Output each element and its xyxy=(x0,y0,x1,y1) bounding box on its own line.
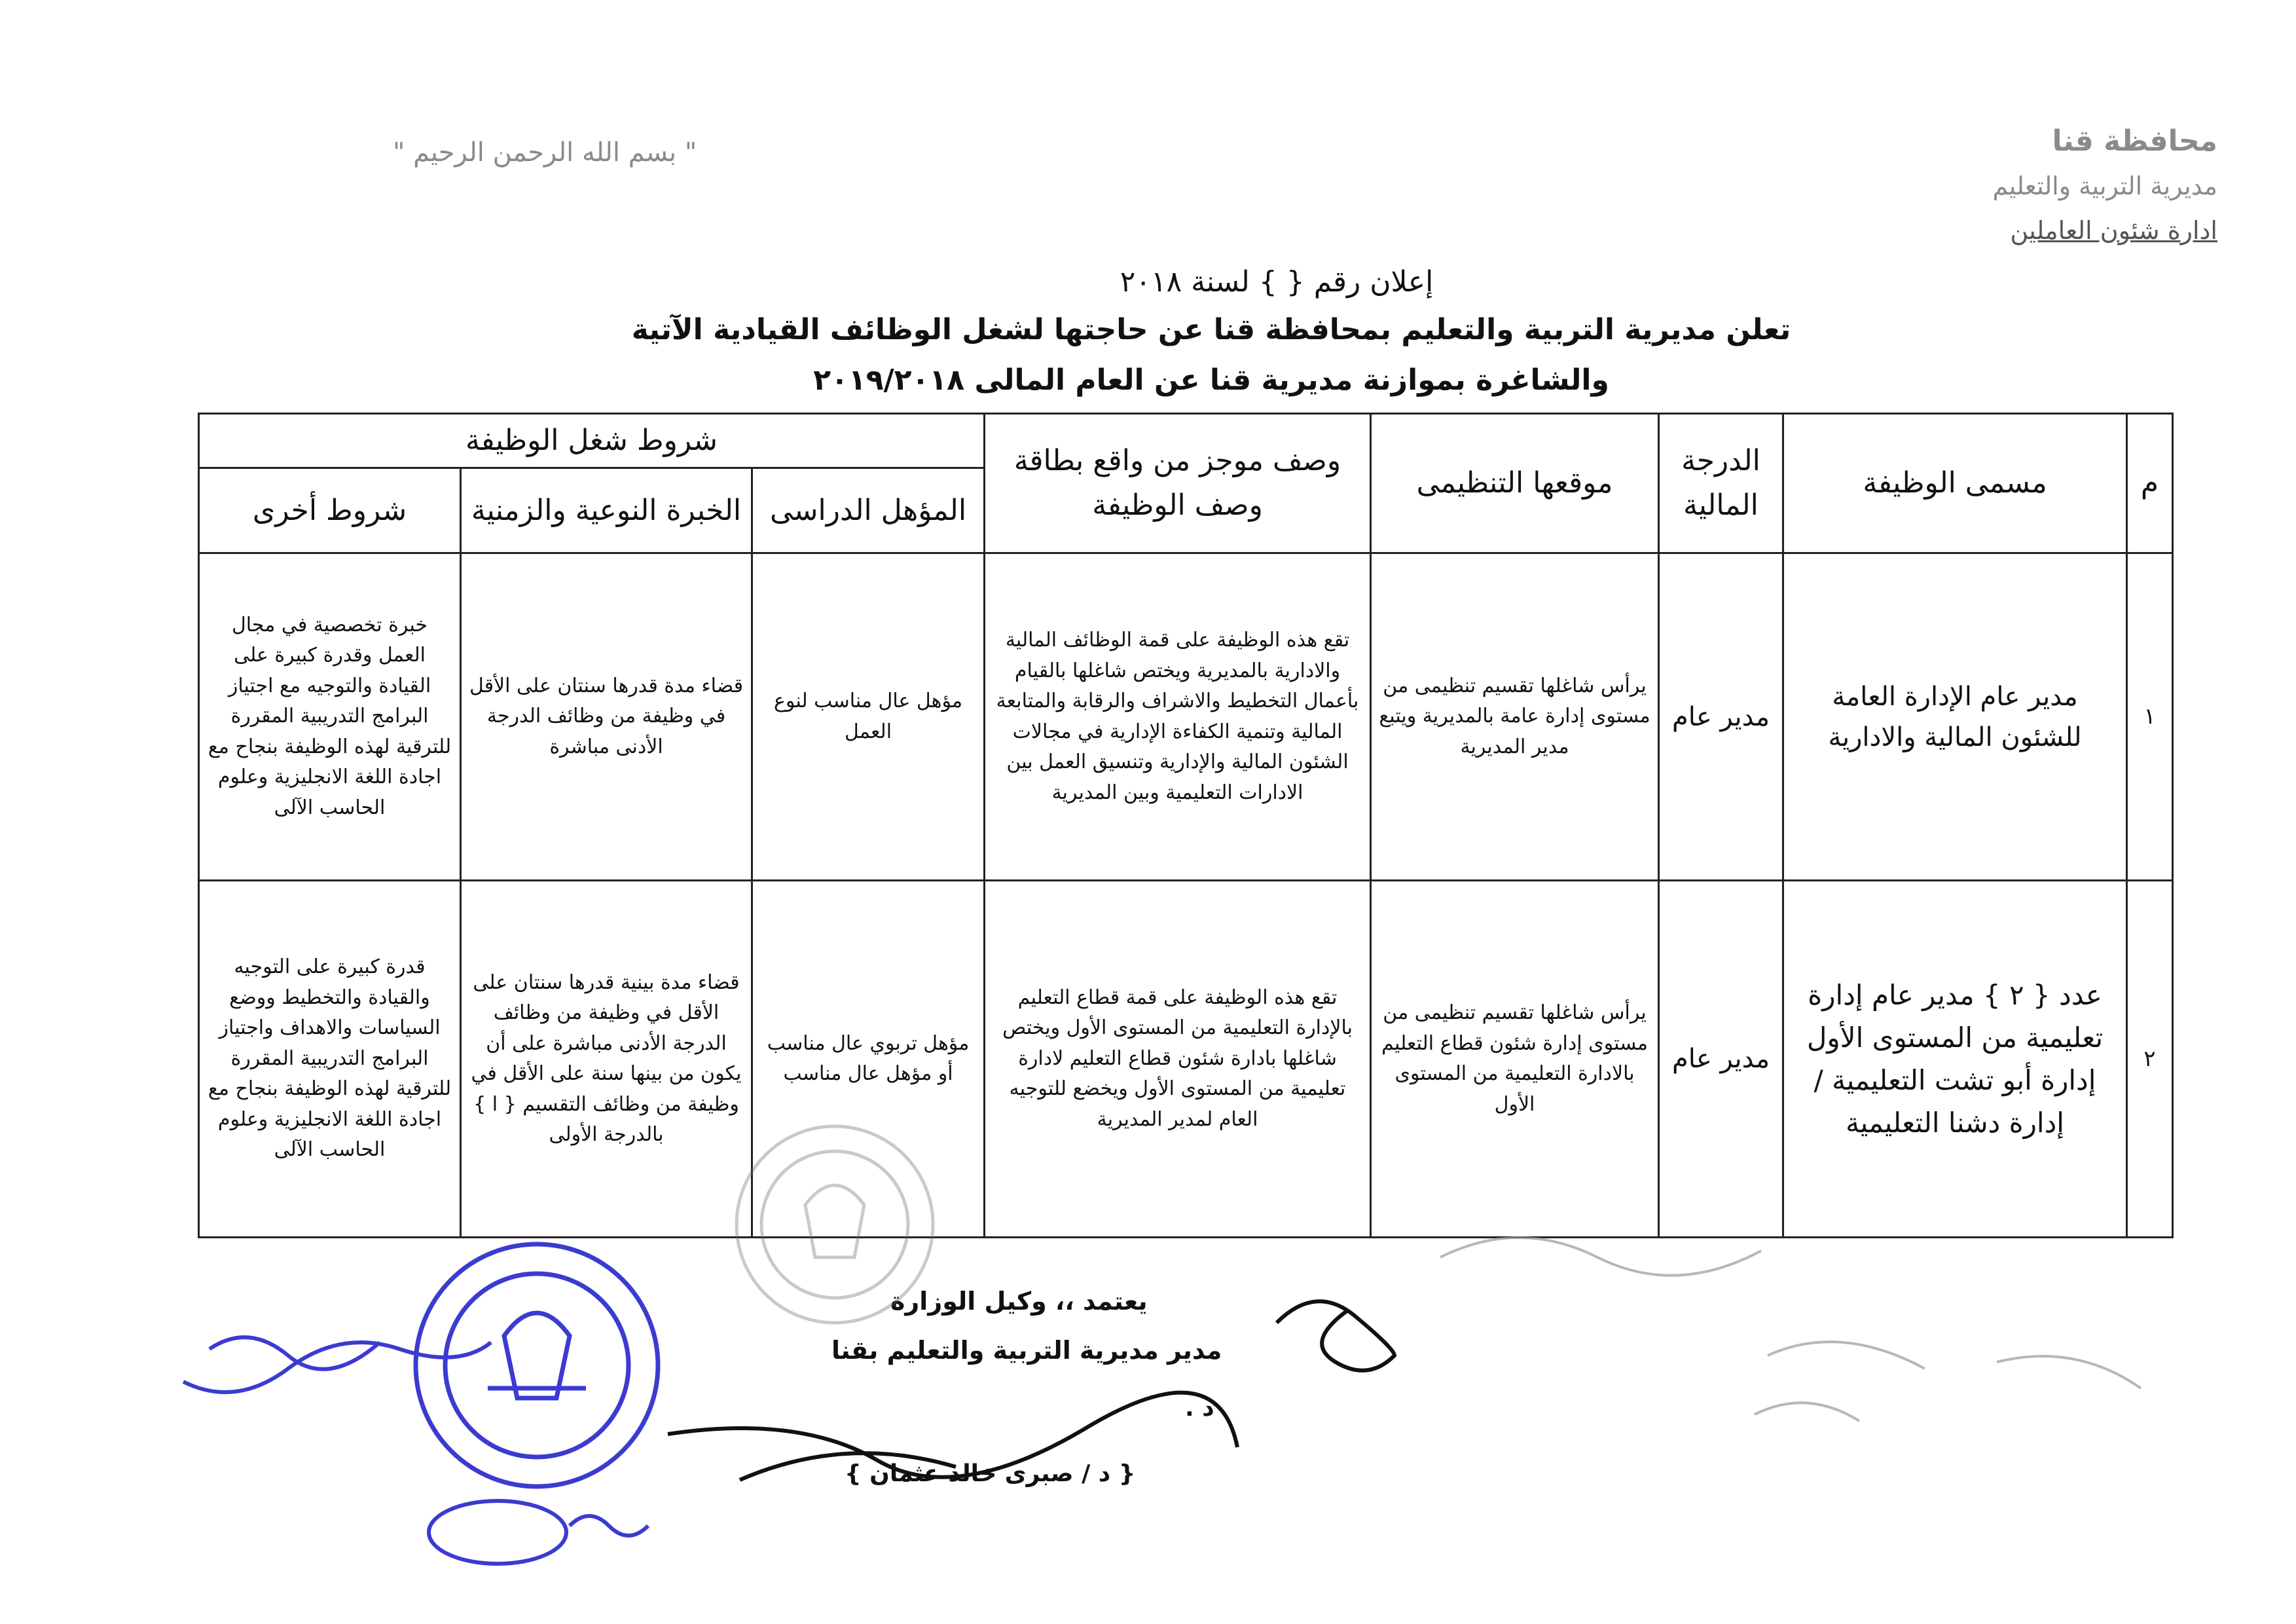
row-experience: قضاء مدة بينية قدرها سنتان على الأقل في وظيفة من وظائف الدرجة الأدنى مباشرة على أن يكون من بينها سنة على الأقل في وظيفة من وظائف التقسيم { ا } بالدرجة الأولى xyxy=(461,881,752,1238)
announcement-number: إعلان رقم { } لسنة ٢٠١٨ xyxy=(1120,265,1434,299)
basmala: " بسم الله الرحمن الرحيم " xyxy=(393,138,697,168)
row-qualification: مؤهل تربوي عال مناسب أو مؤهل عال مناسب xyxy=(752,881,985,1238)
row-description: تقع هذه الوظيفة على قمة الوظائف المالية والادارية بالمديرية ويختص شاغلها بالقيام بأعمال التخطيط والاشراف والرقابة والمتابعة المالية وتنمية الكفاءة الإدارية في مجالات الشئون المالية والإدارية وتنسيق العمل بين الادارات التعليمية وبين المديرية xyxy=(985,553,1371,881)
header-conditions: شروط شغل الوظيفة xyxy=(199,414,985,468)
approver-role: مدير مديرية التربية والتعليم بقنا xyxy=(831,1336,1222,1365)
row-job-title: عدد { ٢ } مدير عام إدارة تعليمية من المستوى الأول إدارة أبو تشت التعليمية / إدارة دشنا التعليمية xyxy=(1783,881,2127,1238)
faint-seal xyxy=(737,1126,933,1323)
row-grade: مدير عام xyxy=(1659,553,1783,881)
faint-signatures xyxy=(1440,1238,2141,1421)
header-grade: الدرجة المالية xyxy=(1659,414,1783,553)
directorate-name: مديرية التربية والتعليم xyxy=(1992,172,2217,200)
approval-line: يعتمد ،، وكيل الوزارة xyxy=(890,1287,1148,1316)
row-other: خبرة تخصصية في مجال العمل وقدرة كبيرة على القيادة والتوجيه مع اجتياز البرامج التدريبية المقررة للترقية لهذه الوظيفة بنجاح مع اجادة اللغة الانجليزية وعلوم الحاسب الآلى xyxy=(199,553,461,881)
row-job-title: مدير عام الإدارة العامة للشئون المالية والادارية xyxy=(1783,553,2127,881)
header-job-title: مسمى الوظيفة xyxy=(1783,414,2127,553)
row-org-position: يرأس شاغلها تقسيم تنظيمى من مستوى إدارة شئون قطاع التعليم بالادارة التعليمية من المستوى الأول xyxy=(1371,881,1659,1238)
row-other: قدرة كبيرة على التوجيه والقيادة والتخطيط ووضع السياسات والاهداف واجتياز البرامج التدريبية المقررة للترقية لهذه الوظيفة بنجاح مع اجادة اللغة الانجليزية وعلوم الحاسب الآلى xyxy=(199,881,461,1238)
header-qualification: المؤهل الدراسى xyxy=(752,468,985,553)
initials-signature xyxy=(1277,1301,1394,1371)
approver-name: { د / صبرى خالد عثمان } xyxy=(845,1460,1136,1487)
blue-stamp xyxy=(416,1244,658,1486)
header-description: وصف موجز من واقع بطاقة وصف الوظيفة xyxy=(985,414,1371,553)
row-num: ٢ xyxy=(2127,881,2173,1238)
governorate-name: محافظة قنا xyxy=(2052,124,2217,158)
department-name: ادارة شئون العاملين xyxy=(2010,216,2217,245)
row-description: تقع هذه الوظيفة على قمة قطاع التعليم بالإدارة التعليمية من المستوى الأول ويختص شاغلها بادارة شئون قطاع التعليم لادارة تعليمية من المستوى الأول ويخضع للتوجيه العام لمدير المديرية xyxy=(985,881,1371,1238)
row-experience: قضاء مدة قدرها سنتان على الأقل في وظيفة من وظائف الدرجة الأدنى مباشرة xyxy=(461,553,752,881)
announcement-line-2: والشاغرة بموازنة مديرية قنا عن العام المالى ٢٠١٩/٢٠١٨ xyxy=(813,363,1609,397)
header-experience: الخبرة النوعية والزمنية xyxy=(461,468,752,553)
small-blue-stamp xyxy=(429,1501,648,1564)
header-other: شروط أخرى xyxy=(199,468,461,553)
row-org-position: يرأس شاغلها تقسيم تنظيمى من مستوى إدارة عامة بالمديرية ويتبع مدير المديرية xyxy=(1371,553,1659,881)
header-num: م xyxy=(2127,414,2173,553)
row-grade: مدير عام xyxy=(1659,881,1783,1238)
black-signature xyxy=(668,1393,1237,1480)
announcement-line-1: تعلن مديرية التربية والتعليم بمحافظة قنا عن حاجتها لشغل الوظائف القيادية الآتية xyxy=(631,313,1791,346)
row-qualification: مؤهل عال مناسب لنوع العمل xyxy=(752,553,985,881)
header-org-position: موقعها التنظيمى xyxy=(1371,414,1659,553)
row-num: ١ xyxy=(2127,553,2173,881)
approver-prefix: د . xyxy=(1185,1395,1214,1422)
